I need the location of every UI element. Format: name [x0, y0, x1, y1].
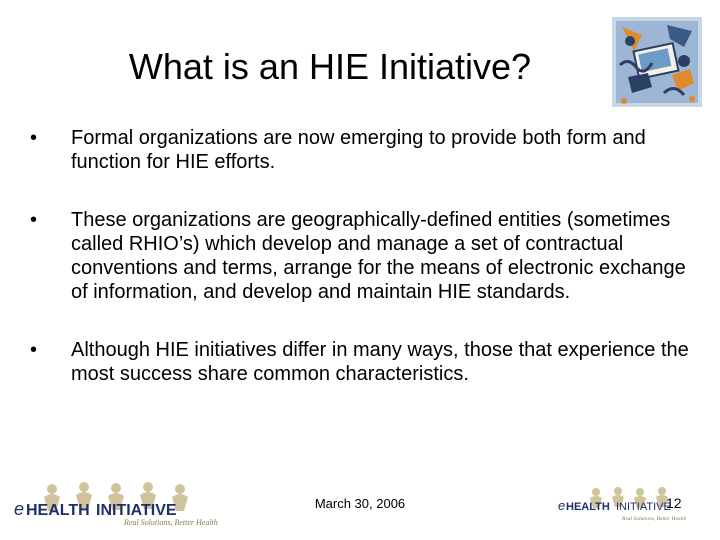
- bullet-text: These organizations are geographically-defined entities (sometimes called RHIO’s) which develop and manage a set of contractual conventions and terms, arrange for the means of electronic exchange of information, and develop and maintain HIE standards.: [71, 209, 686, 303]
- logo-initiative: INITIATIVE: [96, 502, 177, 519]
- logo-initiative: INITIATIVE: [616, 501, 671, 513]
- slide-title: What is an HIE Initiative?: [128, 46, 532, 87]
- bullet-item: [30, 338, 690, 386]
- footer-date: March 30, 2006: [314, 496, 406, 511]
- bullet-dot: •: [30, 339, 38, 361]
- logo-e: e: [558, 498, 566, 513]
- bullet-dot: •: [30, 127, 38, 149]
- people-computer-clipart-icon: [612, 17, 702, 107]
- bullet-text: Although HIE initiatives differ in many ways, those that experience the most success share common characteristics.: [71, 339, 689, 385]
- page-number: 12: [666, 495, 682, 511]
- bullet-dot: •: [30, 209, 38, 231]
- bullet-list: [30, 126, 690, 420]
- ehealth-initiative-logo-left: [12, 481, 222, 529]
- bullet-item: [30, 126, 690, 174]
- logo-tagline: Real Solutions, Better Health: [622, 516, 686, 522]
- bullet-text: Formal organizations are now emerging to provide both form and function for HIE efforts.: [71, 127, 646, 173]
- logo-e: e: [14, 499, 25, 519]
- bullet-item: [30, 208, 690, 304]
- logo-health: HEALTH: [26, 502, 90, 519]
- logo-health: HEALTH: [566, 501, 610, 513]
- logo-tagline: Real Solutions, Better Health: [124, 518, 218, 527]
